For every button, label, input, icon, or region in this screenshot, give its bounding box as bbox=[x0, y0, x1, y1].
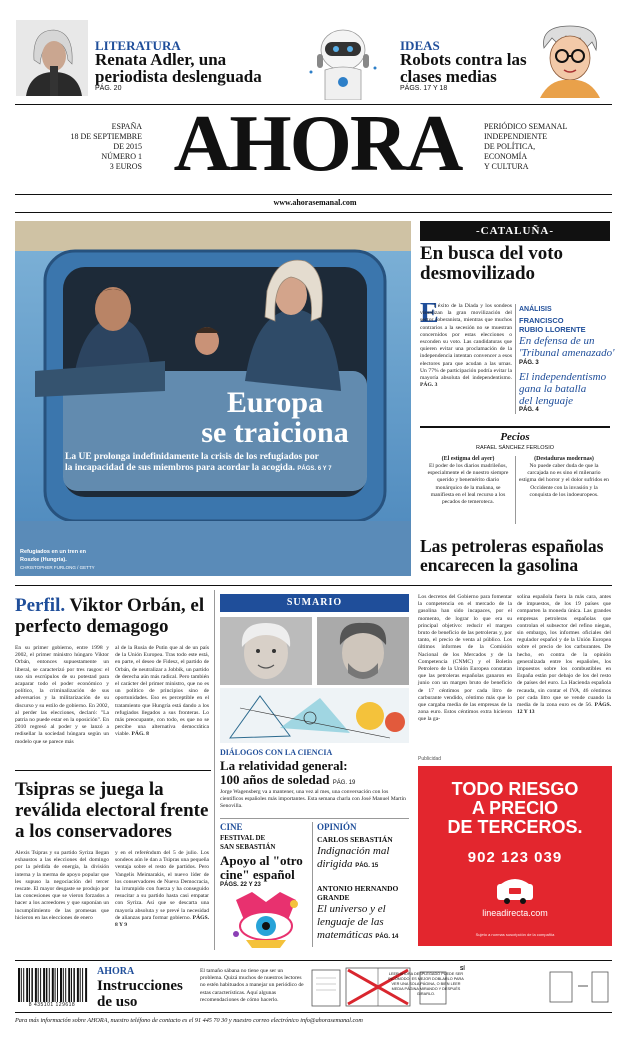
barcode-bar bbox=[43, 968, 45, 1002]
meta-issue: NÚMERO 1 bbox=[101, 152, 142, 161]
ad-phone[interactable]: 902 123 039 bbox=[467, 849, 563, 866]
cine-kicker-1: FESTIVAL DE bbox=[220, 834, 266, 842]
teaser-right-section: IDEAS bbox=[400, 38, 440, 53]
photo-caption-1: Refugiados en un tren en bbox=[20, 549, 87, 555]
petroleras-col1: Los decretos del Gobierno para fomentar la competencia en el mercado de la gasolina han sido incapaces, por el momento, de lograr lo que era su principal objetivo: reducir el margen bruto de beneficio de las petroleras y, por tanto, el precio de venta al público. Los últimos informes de la Comisión Nacional de los Mercados y de la Competencia (CNMC) y el Boletín Petrolero de la Unión Europea constatan que las petroleras españolas ganaron en junio con un margen bruto de beneficio de 17 céntimos por cada litro de carburante vendido, céntimo más que lo que cargaba media de las empresas de la zona euro. Estos céntimos extra hicieron que la ga- bbox=[418, 594, 512, 723]
cine-page: PÁGS. 22 Y 23 bbox=[220, 882, 261, 888]
publicidad-label: Publicidad bbox=[418, 756, 442, 762]
petroleras-col2-text: solina española fuera la más cara, antes de impuestos, de los 19 países que comparten la moneda única. Las grandes empresas petroleras españolas que controlan el subsector del refino niegan, sin embargo, los informes oficiales del regulador español y de la Unión Europea sobre el precio de los carburantes. De hecho, en contra de la opinión generalizada entre los españoles, los impuestos sobre los combustibles en España están por debajo de los del resto de países del euro. La Hacienda española recauda, sin contar el IVA, 46 céntimos por cada litro que se vende cuando la media de la zona euro es de 56. bbox=[517, 594, 611, 709]
sumario-vrule bbox=[312, 822, 313, 947]
lead-deck-1: La UE prolonga indefinidamente la crisis de los refugiados por bbox=[65, 452, 319, 462]
teaser-left-title-2[interactable]: periodista deslenguada bbox=[95, 67, 262, 86]
photo-caption-2: Roszke (Hungría). bbox=[20, 557, 67, 563]
footer-instructions-2[interactable]: de uso bbox=[97, 994, 138, 1010]
lead-headline-1[interactable]: Europa bbox=[226, 386, 324, 419]
tsipras-col2-text: y en el referéndum del 5 de julio. Los sondeos aún le dan a Tsipras una pequeña ventaja sobre el resto de partidos. Pero Vangelis Meimarakis, el nuevo líder de los conservadores de Nueva Democracia, ha irrumpido con fuerza y ha conseguido resucitar a su partido hasta casi empatar con Syriza. Así que se descarta una mayoría absoluta y se prevé la necesidad de alianzas para formar gobierno. bbox=[115, 850, 209, 921]
second-title-3[interactable]: del lenguaje bbox=[519, 395, 574, 407]
masthead-rule bbox=[15, 194, 612, 195]
ad-brand[interactable]: lineadirecta.com bbox=[482, 908, 548, 918]
op2-title-3[interactable] bbox=[317, 929, 398, 941]
caricature-illustration bbox=[530, 18, 610, 98]
robot-illustration bbox=[303, 20, 383, 100]
teaser-left-page: PÁG. 20 bbox=[95, 85, 122, 92]
op1-page: PÁG. 15 bbox=[355, 863, 379, 869]
ad-fine-print: Sujeto a normas suscripción de la compañía bbox=[475, 932, 555, 937]
masthead-right-meta bbox=[484, 122, 604, 172]
tsipras-col2-page: PÁGS. 8 Y 9 bbox=[115, 914, 209, 929]
pecios-left-body: El poder de los diarios madrileños, especialmente el de nuestro siempre querido y benemérito diario monárquico de la mañana, se manifiesta en el leal recurso a los pecados de temeroteca. bbox=[427, 463, 509, 506]
barcode-bar bbox=[18, 968, 20, 1002]
second-page: PÁG. 4 bbox=[519, 407, 539, 413]
masthead-left-meta bbox=[58, 122, 142, 172]
perfil-col2 bbox=[115, 645, 209, 739]
analysis-page: PÁG. 3 bbox=[519, 360, 539, 366]
perfil-col2-page: PÁG. 8 bbox=[131, 731, 149, 738]
dialogos-body: Jorge Wagensberg va a mantener, una vez al mes, una conversación con los científicos españoles más importantes. Esta semana charla con José Manuel Martín Senovilla. bbox=[220, 789, 406, 810]
petroleras-headline-1[interactable]: Las petroleras españolas bbox=[420, 536, 604, 556]
dialogos-title-1[interactable]: La relatividad general: bbox=[220, 758, 348, 773]
perfil-headline-1[interactable] bbox=[15, 596, 204, 615]
pecios-left-head: (El estigma del ayer) bbox=[441, 456, 495, 462]
catalunya-dropcap: E bbox=[420, 298, 439, 329]
perfil-rule bbox=[15, 770, 211, 771]
meta-date: 18 DE SEPTIEMBRE DE 2015 bbox=[70, 132, 142, 151]
cine-title-2[interactable]: cine" español bbox=[220, 867, 295, 882]
catalunya-vrule bbox=[515, 304, 516, 414]
lead-deck-2 bbox=[65, 463, 332, 475]
barcode-bar bbox=[29, 968, 30, 1002]
barcode-bar bbox=[49, 968, 50, 1002]
dialogos-title-2[interactable] bbox=[220, 772, 355, 788]
barcode-bar bbox=[52, 968, 54, 1002]
left-vrule bbox=[214, 590, 215, 950]
ad-line-2: A PRECIO bbox=[471, 798, 559, 818]
lead-deck-page: PÁGS. 6 Y 7 bbox=[297, 466, 332, 472]
op2-title-1[interactable]: El universo y el bbox=[317, 903, 386, 915]
op2-author-1: ANTONIO HERNANDO bbox=[317, 884, 399, 893]
pecios-right-head: (Destaduras modernas) bbox=[534, 456, 594, 462]
barcode-bar bbox=[57, 968, 58, 1002]
linea-directa-ad[interactable] bbox=[418, 766, 612, 946]
petroleras-col2 bbox=[517, 594, 611, 716]
op1-title-2[interactable] bbox=[317, 858, 378, 870]
op2-title-2[interactable]: lenguaje de las bbox=[317, 916, 384, 928]
analysis-title-2[interactable]: 'Tribunal amenazado' bbox=[519, 347, 615, 359]
cine-kicker-2: SAN SEBASTIÁN bbox=[220, 843, 276, 851]
catalunya-headline-2[interactable]: desmovilizado bbox=[420, 263, 536, 284]
perfil-col2-text: al de la Rusia de Putin que al de un país de la Unión Europea. Tras todo este está, en parte, el deseo de Fidesz, el partido de Orbán, de neutralizar a Jobbik, un partido de derecha aún más radical. Pero también el carácter del primer ministro, que no es un político de principios sino de oportunidades. Eso es perceptible en el tratamiento que Hungría está dando a los refugiados llegados a sus fronteras. Lo más preocupante, con todo, es que no se percibe una alternativa democrática viable. bbox=[115, 645, 209, 738]
pecios-vrule bbox=[515, 456, 516, 524]
petroleras-col2-page: PÁGS. 12 Y 13 bbox=[517, 702, 611, 716]
footer-mini-label: SÍ bbox=[460, 966, 465, 972]
footer-brand: AHORA bbox=[97, 966, 135, 977]
barcode-bar bbox=[21, 968, 22, 1002]
analysis-author-2: RUBIO LLORENTE bbox=[519, 325, 586, 334]
footer-instructions-body: El tamaño sábana no tiene que ser un problema. Quizá muchos de nuestros lectores no estén habituados a manejar un periódico de estas características. Aquí algunas recomendaciones de cómo hacerlo. bbox=[200, 968, 304, 1003]
pecios-top-rule bbox=[420, 426, 610, 428]
second-title-1[interactable]: El independentismo bbox=[519, 371, 607, 383]
masthead-title[interactable]: AHORA bbox=[173, 100, 462, 188]
dialogos-page: PÁG. 19 bbox=[332, 780, 356, 786]
barcode-bar bbox=[77, 968, 79, 1002]
website-url[interactable]: www.ahorasemanal.com bbox=[273, 198, 357, 207]
cine-poster-illustration bbox=[222, 890, 310, 948]
photo-credit: CHRISTOPHER FURLONG / GETTY bbox=[20, 565, 95, 570]
meta-tag-3: DE POLÍTICA, bbox=[484, 142, 536, 151]
sumario-rule bbox=[220, 818, 409, 819]
catalunya-body-text: l éxito de la Diada y los sondeos visualizan la gran movilización del sector soberanista, mientras que muchos contrarios a la secesión no se muestran concernidos por estas elecciones o esconden su voto. Las candidaturas que quieren evitar una proclamación de la independencia intentan convencer a esos electores para que acudan a las urnas. Un 77% de participación podría evitar la mayoría absoluta del independentismo. bbox=[420, 303, 512, 382]
ad-line-3: DE TERCEROS. bbox=[447, 817, 583, 837]
lead-deck-2-text: la incapacidad de sus miembros para acordar la acogida. bbox=[65, 463, 296, 473]
barcode-bar bbox=[26, 968, 28, 1002]
barcode-bar bbox=[35, 968, 37, 1002]
barcode-bar bbox=[40, 968, 41, 1002]
meta-country: ESPAÑA bbox=[111, 122, 142, 131]
op1-title-2-text: dirigida bbox=[317, 858, 353, 870]
meta-tag-5: Y CULTURA bbox=[484, 162, 529, 171]
footer-instructions-1[interactable]: Instrucciones bbox=[97, 978, 183, 994]
catalunya-category: -CATALUÑA- bbox=[420, 221, 610, 241]
footer-rule bbox=[15, 960, 612, 961]
tsipras-col1: Alexis Tsipras y su partido Syriza llegan exhaustos a las elecciones del domingo por la pérdida de energía, la división interna y la merma de apoyo popular que les supuso la negociación del tercer rescate. El mayor desgaste se produjo por las concesiones que se vieron forzados a hacer a los acreedores y que suponían un incumplimiento de las promesas que hicieron en las elecciones de enero bbox=[15, 850, 109, 921]
barcode-bar bbox=[63, 968, 64, 1002]
dialogos-title-2-text: 100 años de soledad bbox=[220, 772, 330, 787]
teaser-left-section: LITERATURA bbox=[95, 38, 181, 53]
tsipras-headline-2[interactable]: reválida electoral frente bbox=[15, 800, 209, 821]
barcode-bar bbox=[85, 968, 87, 1002]
barcode-bar bbox=[55, 968, 56, 1002]
meta-tag-2: INDEPENDIENTE bbox=[484, 132, 548, 141]
ad-phone-icon bbox=[491, 874, 539, 904]
barcode-bar bbox=[82, 968, 83, 1002]
barcode-bar bbox=[46, 968, 48, 1002]
sumario-header: SUMARIO bbox=[220, 594, 409, 612]
meta-price: 3 EUROS bbox=[109, 162, 142, 171]
pecios-author: RAFAEL SÁNCHEZ FERLOSIO bbox=[475, 445, 555, 451]
barcode-bar bbox=[68, 968, 70, 1002]
ad-line-1: TODO RIESGO bbox=[451, 779, 579, 799]
tsipras-headline-1[interactable]: Tsipras se juega la bbox=[15, 779, 164, 800]
cine-label: CINE bbox=[220, 822, 243, 832]
pecios-title: Pecios bbox=[500, 431, 530, 443]
url-rule bbox=[15, 212, 612, 213]
teaser-right-page: PÁGS. 17 Y 18 bbox=[400, 85, 448, 92]
catalunya-headline-1[interactable]: En busca del voto bbox=[420, 243, 564, 264]
barcode-bar bbox=[60, 968, 62, 1002]
perfil-col1: En su primer gobierno, entre 1998 y 2002, el primer ministro húngaro Viktor Orbán, entonces supuestamente un liberal, se caracterizó por tres rasgos: el uso sin escrúpulos de su potestad para acaparar todo el poder económico y político, la criminalización de sus adversarios y la militarización de su discurso y su estilo de gobierno. En 2002, al perder las elecciones, declaró: "La patria no puede estar en la oposición". En 2010 regresó al poder y se lanzó a redisellar la sociedad húngara según un modelo que se parece más bbox=[15, 645, 109, 745]
catalunya-body-page: PÁG. 3 bbox=[420, 382, 438, 389]
op1-title-1[interactable]: Indignación mal bbox=[317, 845, 390, 857]
barcode bbox=[16, 968, 88, 1008]
perfil-label: Perfil. bbox=[15, 595, 66, 616]
footer-contact-line: Para más información sobre AHORA, nuestro teléfono de contacto es el 91 445 70 30 y nuestro correo electrónico info@ahorasemanal.com bbox=[15, 1017, 363, 1024]
lead-headline-2[interactable]: se traiciona bbox=[201, 416, 349, 449]
tsipras-headline-3[interactable]: a los conservadores bbox=[15, 821, 172, 842]
perfil-headline-rest: Viktor Orbán, el bbox=[65, 595, 205, 616]
barcode-bar bbox=[23, 968, 24, 1002]
analysis-label: ANÁLISIS bbox=[519, 306, 552, 313]
barcode-bar bbox=[73, 968, 75, 1002]
footer-bottom-rule bbox=[15, 1012, 612, 1013]
op2-title-3-text: matemáticas bbox=[317, 929, 373, 941]
barcode-bar bbox=[38, 968, 39, 1002]
barcode-bar bbox=[65, 968, 66, 1002]
barcode-bar bbox=[31, 968, 33, 1002]
dialogos-label: DIÁLOGOS CON LA CIENCIA bbox=[220, 748, 333, 757]
barcode-bar bbox=[80, 968, 81, 1002]
meta-tag-4: ECONOMÍA bbox=[484, 152, 528, 161]
renata-adler-portrait bbox=[16, 20, 88, 96]
pecios-right-body: No puede caber duda de que la carcajada no es sino el milenario estigma del horror y el dolor sufridos en Occidente con la invasión y la conquista de los indoeuropeos. bbox=[519, 463, 609, 498]
catalunya-body bbox=[420, 303, 512, 389]
footer-mini-text: LEER AHORA DESPLEGADO PUEDE SER INCÓMODO. ES MEJOR DOBLARLO PARA VER UNA SOLA PÁGINA, O BIEN LEER MEDIA PÁGINA MIRANDO Y DESPUÉS GIRARLO. bbox=[388, 972, 464, 996]
op1-author: CARLOS SEBASTIÁN bbox=[317, 835, 393, 844]
teaser-right-title-2[interactable]: clases medias bbox=[400, 67, 497, 86]
petroleras-headline-2[interactable]: encarecen la gasolina bbox=[420, 555, 579, 575]
science-illustration bbox=[220, 688, 409, 743]
op2-author-2: GRANDE bbox=[317, 893, 350, 902]
analysis-title-1[interactable]: En defensa de un bbox=[519, 335, 595, 347]
cine-title-1[interactable]: Apoyo al "otro bbox=[220, 853, 303, 868]
teaser-left-title-1[interactable]: Renata Adler, una bbox=[95, 50, 227, 69]
analysis-author-1: FRANCISCO bbox=[519, 316, 564, 325]
barcode-bar bbox=[71, 968, 72, 1002]
barcode-digits: 8 435101 129618 bbox=[28, 1002, 76, 1008]
teaser-right-title-1[interactable]: Robots contra las bbox=[400, 50, 527, 69]
perfil-headline-2[interactable]: perfecto demagogo bbox=[15, 616, 169, 637]
tsipras-col2 bbox=[115, 850, 209, 929]
sumario-portraits bbox=[220, 617, 409, 685]
second-title-2[interactable]: gana la batalla bbox=[519, 383, 587, 395]
meta-tag-1: PERIÓDICO SEMANAL bbox=[484, 122, 568, 131]
op2-page: PÁG. 14 bbox=[375, 934, 399, 940]
opinion-label: OPINIÓN bbox=[317, 822, 357, 832]
mid-rule bbox=[15, 585, 612, 586]
